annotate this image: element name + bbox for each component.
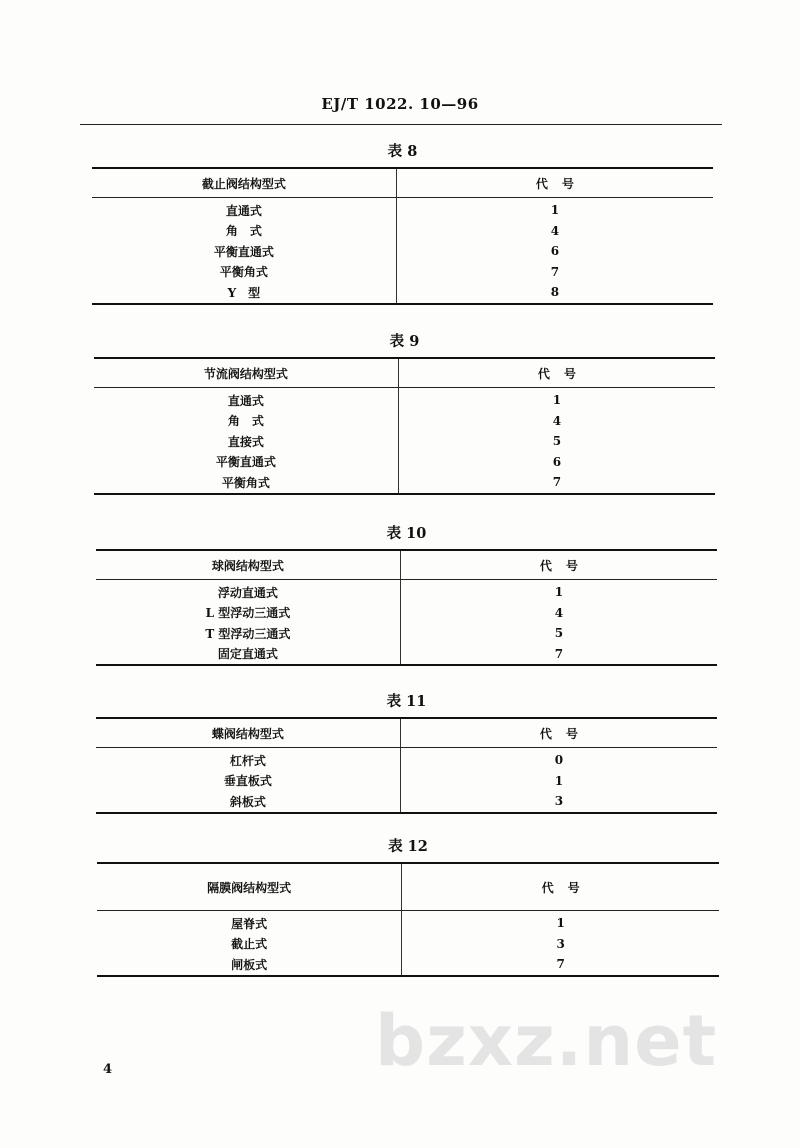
cell-structure: 平衡角式: [92, 262, 396, 283]
table-row: [92, 241, 713, 262]
cell-structure: 直通式: [94, 388, 398, 411]
cell-structure: 斜板式: [96, 791, 400, 813]
table-row: [97, 954, 719, 976]
table-row: [92, 198, 713, 221]
cell-code: 6: [552, 454, 562, 469]
cell-code: 0: [554, 753, 564, 768]
header-rule: [80, 124, 722, 125]
column-header-code: 代号: [396, 168, 713, 198]
cell-code: 1: [550, 203, 560, 218]
table-row: [94, 452, 715, 473]
table-title: 表 10: [386, 525, 427, 542]
column-header-structure: 隔膜阀结构型式: [97, 863, 402, 911]
cell-structure: 垂直板式: [96, 771, 400, 792]
column-header-code: 代号: [400, 550, 717, 580]
table-10: [96, 549, 717, 666]
cell-code: 7: [552, 475, 562, 490]
cell-code: 5: [552, 434, 562, 449]
table-row: [92, 282, 713, 304]
cell-code: 8: [550, 285, 560, 300]
table-row: [94, 431, 715, 452]
cell-structure: 平衡直通式: [94, 452, 398, 473]
table-row: [96, 771, 717, 792]
table-11: [96, 717, 717, 814]
cell-code: 3: [556, 936, 565, 951]
column-header-code: 代号: [398, 358, 715, 388]
cell-structure: 浮动直通式: [96, 580, 400, 603]
cell-code: 6: [550, 244, 560, 259]
table-9: [94, 357, 715, 495]
cell-structure: 闸板式: [97, 954, 402, 976]
cell-code: 4: [552, 413, 562, 428]
cell-code: 7: [550, 264, 560, 279]
table-title: 表 9: [389, 333, 420, 350]
cell-structure: 杠杆式: [96, 748, 400, 771]
table-row: [96, 623, 717, 644]
cell-structure: 角 式: [92, 221, 396, 242]
column-header-structure: 截止阀结构型式: [92, 168, 396, 198]
cell-structure: 截止式: [97, 934, 402, 955]
table-12: [97, 862, 719, 977]
cell-code: 5: [554, 626, 564, 641]
table-9-block: [94, 330, 715, 495]
column-header-code: 代号: [402, 863, 719, 911]
column-header-structure: 节流阀结构型式: [94, 358, 398, 388]
cell-structure: T 型浮动三通式: [96, 623, 400, 644]
table-row: [97, 911, 719, 934]
cell-structure: 直通式: [92, 198, 396, 221]
column-header-structure: 蝶阀结构型式: [96, 718, 400, 748]
cell-code: 4: [554, 605, 564, 620]
cell-code: 4: [550, 223, 560, 238]
cell-code: 7: [554, 646, 564, 661]
cell-code: 7: [556, 957, 565, 972]
table-row: [96, 644, 717, 666]
table-row: [94, 388, 715, 411]
table-11-block: [96, 690, 717, 814]
cell-structure: 角 式: [94, 411, 398, 432]
watermark: bzxz.net: [375, 1000, 718, 1082]
document-id-header: EJ/T 1022. 10—96: [321, 95, 479, 113]
cell-structure: 固定直通式: [96, 644, 400, 666]
cell-code: 3: [554, 794, 564, 809]
cell-code: 1: [554, 773, 564, 788]
cell-structure: 平衡直通式: [92, 241, 396, 262]
table-row: [96, 603, 717, 624]
table-12-block: [97, 835, 719, 977]
table-row: [94, 472, 715, 494]
cell-structure: Y 型: [92, 282, 396, 304]
table-title: 表 8: [387, 143, 418, 160]
cell-code: 1: [552, 393, 562, 408]
cell-structure: 屋脊式: [97, 911, 402, 934]
table-row: [96, 791, 717, 813]
column-header-structure: 球阀结构型式: [96, 550, 400, 580]
cell-structure: 平衡角式: [94, 472, 398, 494]
table-row: [92, 262, 713, 283]
table-10-block: [96, 522, 717, 666]
column-header-code: 代号: [400, 718, 717, 748]
table-row: [96, 580, 717, 603]
table-row: [97, 934, 719, 955]
table-row: [96, 748, 717, 771]
table-row: [94, 411, 715, 432]
table-row: [92, 221, 713, 242]
cell-code: 1: [556, 916, 565, 931]
page-number: 4: [103, 1062, 113, 1077]
table-8: [92, 167, 713, 305]
cell-structure: 直接式: [94, 431, 398, 452]
table-title: 表 11: [386, 693, 427, 710]
table-title: 表 12: [388, 838, 428, 855]
table-8-block: [92, 140, 713, 305]
cell-structure: L 型浮动三通式: [96, 603, 400, 624]
cell-code: 1: [554, 585, 564, 600]
